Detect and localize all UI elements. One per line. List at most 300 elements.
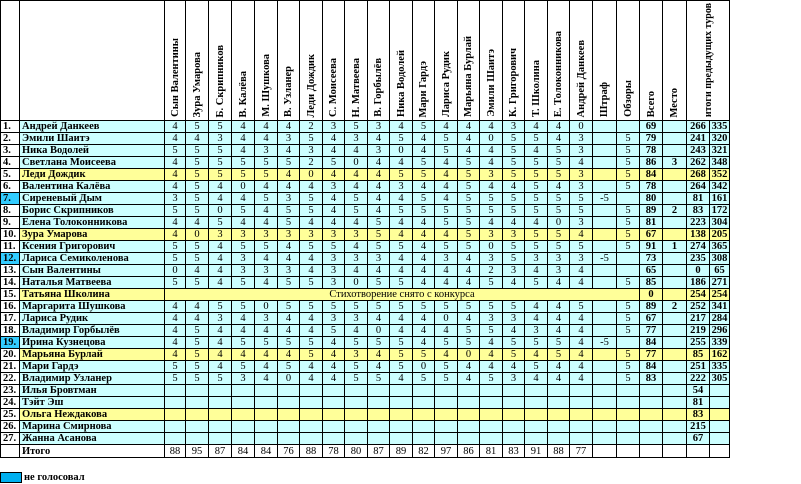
score-cell (186, 433, 209, 445)
score-cell: 2 (480, 265, 503, 277)
score-cell (458, 409, 480, 421)
row-name: Сын Валентины (20, 265, 165, 277)
header-juror (617, 1, 640, 121)
score-cell: 3 (209, 313, 232, 325)
row-number: 23. (1, 385, 20, 397)
score-cell: 5 (278, 157, 300, 169)
score-cell: 4 (368, 205, 390, 217)
score-cell: 4 (570, 325, 593, 337)
header-juror-label: Андрей Данкеев (575, 39, 587, 118)
row-place (663, 397, 687, 409)
row-total: 67 (640, 229, 663, 241)
score-cell: 4 (390, 121, 413, 133)
score-cell (345, 421, 368, 433)
score-cell: 4 (255, 133, 278, 145)
score-cell (503, 397, 525, 409)
score-cell: 5 (525, 193, 548, 205)
score-cell: 5 (570, 301, 593, 313)
score-cell (345, 397, 368, 409)
score-cell: 4 (548, 301, 570, 313)
score-cell: 5 (165, 253, 186, 265)
score-cell: 5 (278, 361, 300, 373)
score-cell: 5 (255, 169, 278, 181)
score-cell: 5 (617, 313, 640, 325)
score-cell: 4 (186, 301, 209, 313)
score-cell (617, 433, 640, 445)
row-number: 9. (1, 217, 20, 229)
score-cell: 3 (323, 229, 345, 241)
score-cell (617, 385, 640, 397)
score-cell (300, 397, 323, 409)
score-cell: 4 (458, 361, 480, 373)
row-name: Лариса Семиколенова (20, 253, 165, 265)
score-cell: 5 (413, 349, 435, 361)
score-cell (503, 433, 525, 445)
score-cell: 4 (390, 265, 413, 277)
score-cell: 5 (548, 145, 570, 157)
score-cell: 4 (345, 145, 368, 157)
header-juror-label: Т. Школина (530, 60, 542, 118)
totals-cell: 88 (300, 445, 323, 458)
score-cell: 4 (278, 325, 300, 337)
score-cell: 0 (278, 373, 300, 385)
row-prev-sum: 284 (710, 313, 730, 325)
score-cell: 5 (232, 337, 255, 349)
score-cell: 5 (413, 121, 435, 133)
totals-cell: 81 (480, 445, 503, 458)
table-row (1, 157, 730, 169)
score-cell (593, 433, 617, 445)
score-cell: 5 (525, 157, 548, 169)
score-cell (570, 397, 593, 409)
score-cell: 5 (548, 205, 570, 217)
score-cell: 5 (617, 145, 640, 157)
score-cell: 5 (255, 193, 278, 205)
header-juror (525, 1, 548, 121)
score-cell: 5 (525, 229, 548, 241)
score-cell (232, 385, 255, 397)
score-cell: 5 (435, 217, 458, 229)
row-place (663, 385, 687, 397)
score-cell: 5 (617, 301, 640, 313)
row-number: 18. (1, 325, 20, 337)
row-place: 3 (663, 157, 687, 169)
score-cell (368, 433, 390, 445)
score-cell: 5 (503, 133, 525, 145)
score-cell: 5 (368, 277, 390, 289)
row-number: 8. (1, 205, 20, 217)
score-cell (525, 409, 548, 421)
score-cell: 3 (570, 133, 593, 145)
score-cell (186, 421, 209, 433)
score-cell: 4 (525, 217, 548, 229)
score-cell: 5 (525, 361, 548, 373)
score-cell: 5 (186, 193, 209, 205)
score-cell: 5 (617, 241, 640, 253)
score-cell: 3 (368, 253, 390, 265)
row-name: Владимир Узланер (20, 373, 165, 385)
score-cell: 4 (232, 313, 255, 325)
score-cell (186, 397, 209, 409)
score-cell: 3 (480, 229, 503, 241)
score-cell: 4 (480, 121, 503, 133)
row-name: Жанна Асанова (20, 433, 165, 445)
score-cell: 5 (390, 301, 413, 313)
score-cell: 3 (570, 217, 593, 229)
score-cell: 5 (255, 337, 278, 349)
score-cell (570, 421, 593, 433)
score-cell: 5 (390, 337, 413, 349)
score-cell (368, 409, 390, 421)
score-cell: 5 (323, 325, 345, 337)
totals-cell: 97 (435, 445, 458, 458)
row-merged-note: Стихотворение снято с конкурса (165, 289, 640, 301)
score-cell: 4 (345, 265, 368, 277)
score-cell: 3 (323, 265, 345, 277)
score-cell: 5 (323, 301, 345, 313)
score-cell: 5 (503, 337, 525, 349)
score-cell (617, 409, 640, 421)
header-juror-label: К. Григорович (508, 48, 519, 118)
score-cell (323, 433, 345, 445)
score-cell: 5 (525, 205, 548, 217)
header-juror (413, 1, 435, 121)
score-cell: 5 (186, 241, 209, 253)
score-cell: 5 (390, 169, 413, 181)
score-cell: 4 (186, 313, 209, 325)
row-place (663, 181, 687, 193)
score-cell: 5 (186, 349, 209, 361)
score-cell: 4 (209, 193, 232, 205)
score-cell: 5 (617, 325, 640, 337)
score-cell: 4 (390, 373, 413, 385)
score-cell: 5 (435, 373, 458, 385)
row-number: 21. (1, 361, 20, 373)
row-name: Владимир Горбылёв (20, 325, 165, 337)
totals-cell: 86 (458, 445, 480, 458)
header-juror (503, 1, 525, 121)
score-cell: 3 (503, 229, 525, 241)
row-name: Зура Умарова (20, 229, 165, 241)
score-cell: 5 (186, 205, 209, 217)
row-prev: 81 (687, 397, 710, 409)
table-row (1, 205, 730, 217)
score-cell (593, 361, 617, 373)
score-cell: 4 (300, 181, 323, 193)
row-prev-sum: 335 (710, 121, 730, 133)
row-name: Борис Скрипников (20, 205, 165, 217)
score-cell (593, 157, 617, 169)
header-juror-label: Штраф (599, 81, 610, 118)
row-name: Тэйт Эш (20, 397, 165, 409)
score-cell: 5 (503, 169, 525, 181)
score-cell: 5 (300, 193, 323, 205)
score-cell: 4 (413, 265, 435, 277)
row-prev-sum: 335 (710, 361, 730, 373)
score-cell: 5 (480, 301, 503, 313)
row-total (640, 421, 663, 433)
score-cell: 5 (480, 373, 503, 385)
score-cell: 5 (165, 241, 186, 253)
row-prev-sum: 271 (710, 277, 730, 289)
score-cell: 5 (186, 121, 209, 133)
score-cell: 5 (458, 337, 480, 349)
score-cell: 4 (413, 133, 435, 145)
score-cell (255, 385, 278, 397)
score-cell: 5 (480, 205, 503, 217)
header-juror (345, 1, 368, 121)
row-name: Ксения Григорович (20, 241, 165, 253)
row-prev: 251 (687, 361, 710, 373)
row-prev-sum: 342 (710, 181, 730, 193)
score-cell: 4 (165, 301, 186, 313)
row-prev-sum: 348 (710, 157, 730, 169)
score-cell (435, 385, 458, 397)
score-cell: 5 (186, 337, 209, 349)
score-cell: 5 (186, 373, 209, 385)
score-cell: 4 (165, 229, 186, 241)
table-row (1, 349, 730, 361)
score-cell: 5 (300, 337, 323, 349)
score-cell: 3 (525, 253, 548, 265)
score-cell (368, 397, 390, 409)
score-cell: 5 (345, 205, 368, 217)
header-juror-label: Эмили Шаитэ (485, 49, 497, 118)
score-cell: 4 (232, 193, 255, 205)
score-cell: 5 (435, 361, 458, 373)
row-number: 17. (1, 313, 20, 325)
score-cell: 4 (570, 157, 593, 169)
score-cell (480, 409, 503, 421)
score-cell: 3 (435, 253, 458, 265)
score-cell: 0 (390, 145, 413, 157)
score-cell (617, 265, 640, 277)
score-cell: 5 (413, 169, 435, 181)
score-cell: 3 (345, 253, 368, 265)
row-prev: 268 (687, 169, 710, 181)
header-row (1, 1, 730, 121)
score-cell: 0 (480, 133, 503, 145)
row-place (663, 313, 687, 325)
score-cell: 5 (525, 337, 548, 349)
score-cell: 4 (548, 181, 570, 193)
table-row (1, 373, 730, 385)
score-cell: 0 (435, 313, 458, 325)
row-number: 25. (1, 409, 20, 421)
score-cell: 4 (435, 157, 458, 169)
score-cell: 4 (413, 325, 435, 337)
score-cell (593, 373, 617, 385)
row-prev-sum: 304 (710, 217, 730, 229)
score-cell (593, 205, 617, 217)
score-cell: 3 (503, 121, 525, 133)
score-cell (525, 421, 548, 433)
row-number: 22. (1, 373, 20, 385)
score-cell: 4 (548, 121, 570, 133)
score-cell: 3 (345, 133, 368, 145)
score-cell: 4 (209, 265, 232, 277)
score-cell: 3 (570, 145, 593, 157)
score-cell: 5 (548, 349, 570, 361)
totals-cell: 76 (278, 445, 300, 458)
score-cell: 4 (368, 361, 390, 373)
row-prev: 83 (687, 205, 710, 217)
score-cell (435, 433, 458, 445)
score-cell: 5 (525, 277, 548, 289)
score-cell (458, 421, 480, 433)
score-cell: 3 (255, 229, 278, 241)
score-cell: 4 (300, 373, 323, 385)
score-cell: 4 (255, 217, 278, 229)
score-cell (390, 409, 413, 421)
row-place (663, 121, 687, 133)
table-row (1, 169, 730, 181)
score-cell: 0 (570, 121, 593, 133)
score-cell: 4 (165, 337, 186, 349)
score-cell: 4 (390, 217, 413, 229)
score-cell: 3 (232, 373, 255, 385)
score-cell: 4 (435, 169, 458, 181)
score-cell (593, 325, 617, 337)
score-cell: 5 (413, 301, 435, 313)
score-cell: 5 (232, 277, 255, 289)
header-juror-label: Леди Дождик (305, 53, 317, 118)
score-cell (165, 385, 186, 397)
score-cell: 0 (548, 217, 570, 229)
score-cell: 5 (186, 277, 209, 289)
score-cell: 4 (209, 361, 232, 373)
score-cell (435, 421, 458, 433)
row-number: 12. (1, 253, 20, 265)
score-cell: 3 (278, 265, 300, 277)
score-cell (209, 385, 232, 397)
header-juror-label: Б. Скрипников (214, 44, 226, 118)
table-row (1, 121, 730, 133)
header-place (663, 1, 687, 121)
score-cell: 4 (278, 169, 300, 181)
score-cell: 5 (435, 337, 458, 349)
table-row (1, 253, 730, 265)
score-cell (186, 385, 209, 397)
row-name: Андрей Данкеев (20, 121, 165, 133)
score-cell: 5 (458, 241, 480, 253)
score-cell: 5 (458, 157, 480, 169)
row-prev-sum: 65 (710, 265, 730, 277)
score-cell: 4 (345, 181, 368, 193)
row-prev: 138 (687, 229, 710, 241)
score-cell (548, 433, 570, 445)
score-cell: 4 (525, 145, 548, 157)
score-cell: 5 (548, 337, 570, 349)
header-total-label: Всего (645, 90, 657, 118)
row-number: 20. (1, 349, 20, 361)
score-cell: 4 (368, 133, 390, 145)
score-cell (232, 433, 255, 445)
score-cell: 4 (435, 193, 458, 205)
score-cell: 5 (503, 157, 525, 169)
score-cell: 4 (323, 133, 345, 145)
score-cell: 5 (480, 193, 503, 205)
score-cell: 5 (480, 325, 503, 337)
score-cell: 5 (345, 193, 368, 205)
header-juror (390, 1, 413, 121)
score-cell (255, 397, 278, 409)
row-number: 2. (1, 133, 20, 145)
score-cell: 3 (323, 277, 345, 289)
header-juror-label: Мари Гардэ (418, 60, 429, 118)
score-cell (617, 193, 640, 205)
score-cell: 5 (186, 181, 209, 193)
score-cell: 4 (570, 349, 593, 361)
table-row (1, 181, 730, 193)
score-cell: 4 (480, 349, 503, 361)
row-name: Илья Бровтман (20, 385, 165, 397)
score-cell (413, 421, 435, 433)
header-juror-label: Сын Валентины (169, 38, 181, 118)
legend-swatch (0, 472, 22, 483)
score-cell: 5 (300, 133, 323, 145)
row-name: Ирина Кузнецова (20, 337, 165, 349)
score-cell: 0 (300, 169, 323, 181)
score-cell: 4 (255, 181, 278, 193)
score-cell: 4 (548, 313, 570, 325)
table-row (1, 145, 730, 157)
score-cell: 4 (368, 157, 390, 169)
score-cell: 5 (209, 301, 232, 313)
score-cell: 5 (232, 361, 255, 373)
score-cell: 4 (323, 337, 345, 349)
score-cell (368, 385, 390, 397)
score-cell: 0 (165, 265, 186, 277)
score-cell: 4 (209, 253, 232, 265)
score-cell (593, 421, 617, 433)
score-cell: 4 (570, 361, 593, 373)
score-cell (593, 229, 617, 241)
row-total: 81 (640, 217, 663, 229)
score-cell: 4 (368, 313, 390, 325)
score-cell (593, 397, 617, 409)
score-cell (435, 409, 458, 421)
score-cell: 3 (300, 145, 323, 157)
totals-num (1, 445, 20, 458)
score-cell: 0 (458, 349, 480, 361)
row-prev-sum: 308 (710, 253, 730, 265)
header-juror-label: Обзоры (622, 80, 634, 118)
row-place: 2 (663, 301, 687, 313)
score-cell: 5 (548, 193, 570, 205)
row-place (663, 265, 687, 277)
score-cell: 4 (458, 313, 480, 325)
row-number: 14. (1, 277, 20, 289)
score-cell: 4 (323, 193, 345, 205)
score-cell (593, 145, 617, 157)
score-cell (548, 421, 570, 433)
score-cell: 5 (300, 277, 323, 289)
score-cell (209, 409, 232, 421)
header-juror-label: Марьяна Бурлай (463, 36, 474, 118)
score-cell: 5 (480, 277, 503, 289)
header-juror (458, 1, 480, 121)
score-cell: 4 (570, 313, 593, 325)
score-cell: 0 (368, 325, 390, 337)
score-cell (525, 433, 548, 445)
score-cell: 4 (548, 325, 570, 337)
table-row (1, 433, 730, 445)
score-cell (345, 385, 368, 397)
table-row (1, 385, 730, 397)
score-cell: 4 (278, 181, 300, 193)
row-prev-sum (710, 409, 730, 421)
